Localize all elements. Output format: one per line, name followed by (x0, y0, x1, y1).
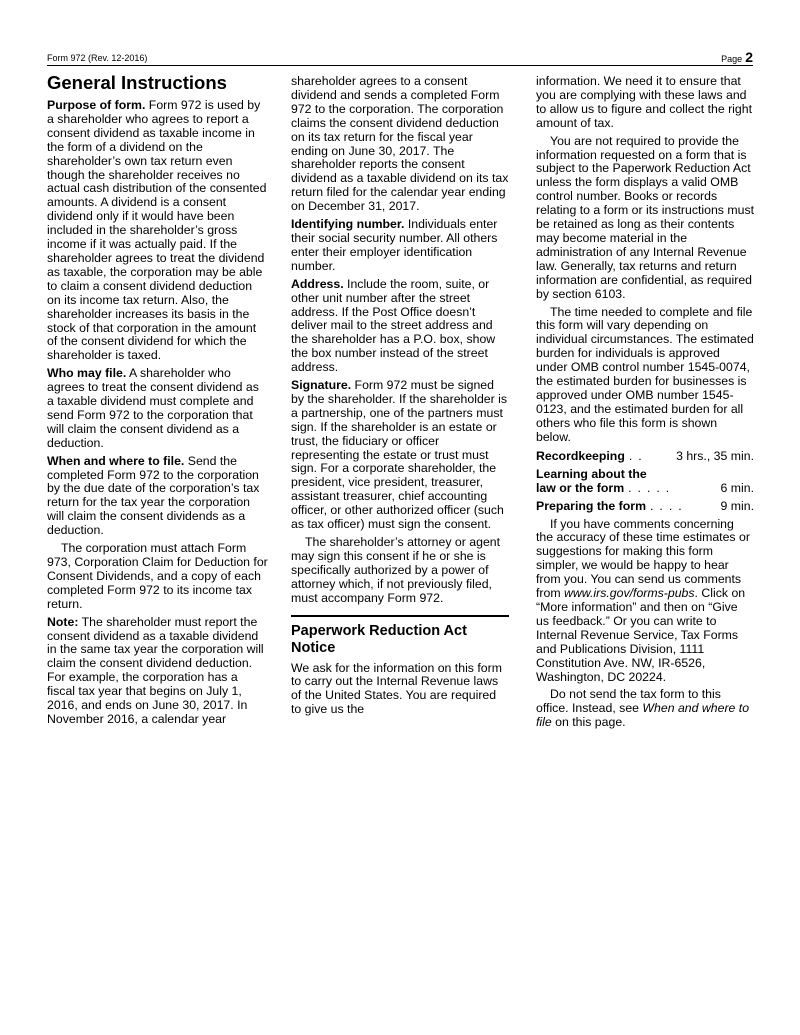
ident-lead: Identifying number. (291, 217, 405, 232)
leader-dots: .... (650, 498, 688, 513)
leader-dots: ..... (628, 480, 676, 495)
note-paragraph (47, 616, 269, 727)
address-paragraph (291, 278, 509, 375)
burden-row-preparing (536, 499, 754, 514)
identifying-number-paragraph (291, 218, 509, 274)
note-text: The shareholder must report the consent dividend as a taxable dividend in the same tax year the corporation will claim the consent dividend deduction. For example, the corporation has a fiscal tax year that begins on July 1, 2016, and ends on June 30, 2017. In November 2016, a calendar year (47, 614, 264, 726)
address-lead: Address. (291, 276, 344, 291)
prn-paragraph-1-continued: information. We need it to ensure that you are complying with these laws and to allow us to figure and collect the right amount of tax. (536, 74, 753, 130)
preparing-value: 9 min. (720, 498, 754, 513)
prn-paragraph-5 (536, 688, 754, 730)
signature-paragraph (291, 379, 509, 532)
column-middle (291, 75, 509, 721)
recordkeeping-label: Recordkeeping (536, 448, 625, 463)
page-number: 2 (745, 49, 753, 65)
attorney-paragraph: The shareholder’s attorney or agent may sign this consent if he or she is specifically authorized by a power of attorney which, if not previously filed, must accompany Form 972. (291, 535, 501, 605)
burden-row-recordkeeping (536, 449, 754, 464)
column-left (47, 70, 269, 731)
who-may-file-paragraph (47, 367, 269, 450)
do-not-send-text: Do not send the tax form to this office. Instead, see (536, 687, 721, 716)
page-word: Page (721, 54, 743, 64)
form-revision-label: Form 972 (Rev. 12-2016) (47, 53, 148, 63)
who-lead: Who may file. (47, 366, 127, 381)
when-where-reference: When and where to file (536, 701, 750, 730)
who-text: A shareholder who agrees to treat the consent dividend as a taxable dividend must complete and send Form 972 to the corporation that will claim the consent dividend as a deduction. (47, 366, 259, 450)
learning-value: 6 min. (720, 480, 754, 495)
burden-table (536, 449, 754, 514)
when-where-paragraph (47, 455, 269, 538)
general-instructions-heading: General Instructions (47, 72, 227, 93)
prn-paragraph-2: You are not required to provide the information requested on a form that is subject to the Paperwork Reduction Act unless the form displays a valid OMB control number. Books or records relating to a form or its instructions must be retained as long as their contents may become material in the administration of any Internal Revenue law. Generally, tax returns and return information are confidential, as required by section 6103. (536, 133, 755, 301)
purpose-paragraph (47, 99, 269, 363)
irs-forms-link[interactable]: www.irs.gov/forms-pubs (564, 586, 695, 601)
leader-dots: .. (628, 448, 648, 463)
purpose-text: Form 972 is used by a shareholder who agrees to report a consent dividend as taxable income in the form of a dividend on the shareholder’s own tax return even though the shareholder receives no actual cash distribution of the consented amounts. A dividend is a consent dividend only if it would have been included in the shareholder’s gross income if it was actually paid. If the shareholder agrees to treat the dividend as taxable, the corporation may be able to claim a consent dividend deduction on its income tax return. Also, the shareholder increases its basis in the stock of that corporation in the amount of the consent dividend for which the shareholder is taxed. (47, 98, 267, 363)
prn-paragraph-4 (536, 518, 754, 685)
page-indicator (721, 49, 753, 65)
note-continued-paragraph: shareholder agrees to a consent dividend and sends a completed Form 972 to the corporation. The corporation claims the consent dividend deduction on its tax return for the fiscal year ending on June 30, 2017. The shareholder reports the consent dividend as a taxable dividend on its tax return filed for the calendar year ending on December 31, 2017. (291, 74, 509, 214)
paperwork-reduction-heading: Paperwork Reduction Act Notice (291, 622, 467, 656)
signature-lead: Signature. (291, 378, 352, 393)
note-lead: Note: (47, 614, 79, 629)
address-text: Include the room, suite, or other unit number after the street address. If the Post Office doesn’t deliver mail to the street address and the shareholder has a P.O. box, show the box number instead of the street address. (291, 276, 496, 375)
burden-row-learning (536, 481, 754, 496)
purpose-lead: Purpose of form. (47, 98, 146, 112)
recordkeeping-value: 3 hrs., 35 min. (676, 448, 754, 463)
prn-paragraph-1: We ask for the information on this form to carry out the Internal Revenue laws of the United States. You are required to give us the (291, 660, 502, 717)
comments-text: If you have comments concerning the accuracy of these time estimates or suggestions for making this form simpler, we would be happy to hear from you. You can send us comments from (536, 516, 750, 601)
prn-paragraph-3: The time needed to complete and file this form will vary depending on individual circumstances. The estimated burden for individuals is approved under OMB control number 1545-0074, the estimated burden for businesses is approved under OMB number 1545-0123, and the estimated burden for all others who file this form is shown below. (536, 304, 754, 444)
section-divider (291, 615, 509, 617)
ident-text: Individuals enter their social security number. All others enter their employer identification number. (291, 217, 498, 273)
do-not-send-text-2: on this page. (551, 715, 626, 730)
learning-label-line-1: Learning about the (536, 466, 647, 481)
when-text: Send the completed Form 972 to the corporation by the due date of the corporation’s tax return for the tax year the corporation will claim the consent dividends as a deduction. (47, 453, 260, 538)
column-right (536, 75, 754, 734)
when-lead: When and where to file. (47, 453, 185, 468)
attach-paragraph: The corporation must attach Form 973, Corporation Claim for Deduction for Consent Dividends, and a copy of each completed Form 972 to its income tax return. (47, 541, 268, 611)
header-rule (47, 65, 753, 66)
preparing-label: Preparing the form (536, 498, 647, 513)
comments-text-2: . Click on “More information” and then on “Give us feedback.” Or you can write to Internal Revenue Service, Tax Forms and Publications Division, 1111 Constitution Ave. NW, IR-6526, Washington, DC 20224. (536, 586, 746, 684)
page-header (47, 49, 753, 65)
learning-label-line-2: law or the form (536, 480, 625, 495)
signature-text: Form 972 must be signed by the shareholder. If the shareholder is a partnership, one of the partners must sign. If the shareholder is an estate or trust, the fiduciary or officer representing the estate or trust must sign. For a corporate shareholder, the president, vice president, treasurer, assistant treasurer, chief accounting officer, or other authorized officer (such as tax officer) must sign the consent. (291, 378, 508, 532)
